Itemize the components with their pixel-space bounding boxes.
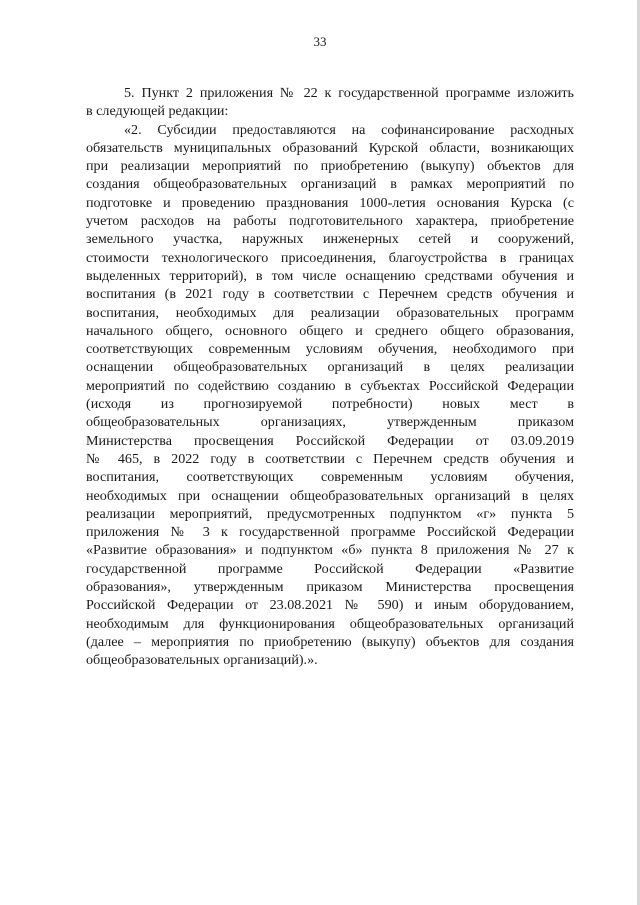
quoted-paragraph-line: № 465, в 2022 году в соответствии с Перечнем средств обучения и: [86, 450, 574, 467]
quoted-paragraph-line: земельного участка, наружных инженерных сетей и сооружений,: [86, 231, 574, 248]
quoted-paragraph-line: выделенных территорий), в том числе оснащению средствами обучения и: [86, 267, 574, 284]
quoted-paragraph-line: необходимых при оснащении общеобразовательных организаций в целях: [86, 487, 574, 504]
paragraph-5-line: 5. Пункт 2 приложения № 22 к государственной программе изложить: [124, 85, 574, 101]
quoted-paragraph-line: мероприятий по содействию созданию в субъектах Российской Федерации: [86, 377, 574, 394]
quoted-paragraph-line: «Развитие образования» и подпунктом «б» пункта 8 приложения № 27 к: [86, 542, 574, 559]
quoted-paragraph-line: общеобразовательных организаций).».: [86, 652, 318, 669]
quoted-paragraph-line: стоимости технологического присоединения, благоустройства в границах: [86, 249, 574, 266]
quoted-paragraph-line: реализации мероприятий, предусмотренных подпунктом «г» пункта 5: [86, 505, 574, 522]
quoted-paragraph-line: обязательств муниципальных образований Курской области, возникающих: [86, 139, 574, 156]
quoted-paragraph-line: оснащении общеобразовательных организаций в целях реализации: [86, 359, 574, 376]
quoted-paragraph-line: «2. Субсидии предоставляются на софинансирование расходных: [124, 121, 574, 138]
quoted-paragraph-line: соответствующих современным условиям обучения, необходимого при: [86, 341, 574, 358]
paragraph-5-line: в следующей редакции:: [86, 103, 229, 120]
quoted-paragraph-line: воспитания, необходимых для реализации образовательных программ: [86, 304, 574, 321]
quoted-paragraph-line: (далее – мероприятия по приобретению (выкупу) объектов для создания: [86, 633, 574, 650]
quoted-paragraph-line: начального общего, основного общего и среднего общего образования,: [86, 322, 574, 339]
quoted-paragraph-line: при реализации мероприятий по приобретению (выкупу) объектов для: [86, 158, 574, 175]
quoted-paragraph-line: воспитания (в 2021 году в соответствии с Перечнем средств обучения и: [86, 286, 574, 303]
quoted-paragraph-line: образования», утвержденным приказом Министерства просвещения: [86, 579, 574, 596]
quoted-paragraph-line: подготовке и проведению празднования 1000-летия основания Курска (с: [86, 194, 574, 211]
page-number: 33: [313, 34, 327, 49]
quoted-paragraph-line: общеобразовательных организациях, утвержденным приказом: [86, 414, 574, 431]
quoted-paragraph-line: Министерства просвещения Российской Федерации от 03.09.2019: [86, 432, 574, 449]
quoted-paragraph-line: государственной программе Российской Федерации «Развитие: [86, 560, 574, 577]
document-body: [86, 84, 574, 670]
quoted-paragraph-line: Российской Федерации от 23.08.2021 № 590) и иным оборудованием,: [86, 597, 574, 614]
quoted-paragraph-line: воспитания, соответствующих современным условиям обучения,: [86, 469, 574, 486]
quoted-paragraph-line: приложения № 3 к государственной программе Российской Федерации: [86, 524, 574, 541]
quoted-paragraph-line: необходимым для функционирования общеобразовательных организаций: [86, 615, 574, 632]
quoted-paragraph-line: создания общеобразовательных организаций в рамках мероприятий по: [86, 176, 574, 193]
quoted-paragraph-line: (исходя из прогнозируемой потребности) новых мест в: [86, 396, 574, 413]
quoted-paragraph-line: учетом расходов на работы подготовительного характера, приобретение: [86, 213, 574, 230]
